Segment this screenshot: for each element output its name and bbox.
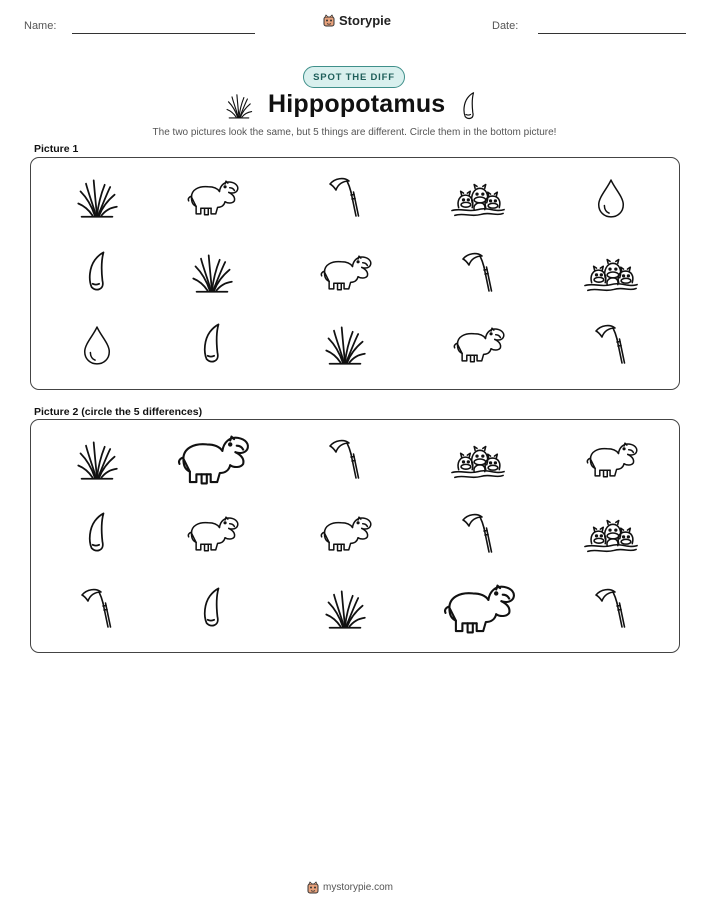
title-grass-icon [225, 92, 253, 118]
date-line[interactable] [538, 33, 686, 34]
water-drop-icon [594, 175, 628, 221]
sickle-icon[interactable] [591, 587, 631, 631]
hippo-family-icon[interactable] [582, 511, 640, 557]
storypie-logo-icon [323, 14, 335, 27]
hippo-icon[interactable] [583, 437, 639, 483]
instructions: The two pictures look the same, but 5 things are different. Circle them in the bottom picture! [152, 127, 557, 138]
tooth-icon[interactable] [199, 587, 225, 631]
page-title: Hippopotamus [268, 90, 446, 118]
sickle-icon [458, 251, 498, 295]
sickle-icon[interactable] [458, 512, 498, 556]
hippo-icon [184, 175, 240, 221]
water-drop-icon [80, 322, 114, 368]
date-label: Date: [492, 20, 519, 32]
picture-1-label: Picture 1 [34, 143, 79, 155]
picture-1-panel [30, 157, 680, 390]
hippo-icon [450, 322, 506, 368]
sickle-icon[interactable] [77, 587, 117, 631]
sickle-icon [591, 323, 631, 367]
name-label: Name: [24, 20, 57, 32]
picture-2-label: Picture 2 (circle the 5 differences) [34, 406, 203, 418]
footer [307, 881, 393, 894]
name-line[interactable] [72, 33, 255, 34]
hippo-family-icon[interactable] [449, 437, 507, 483]
hippo-icon-large[interactable] [439, 575, 517, 643]
tooth-icon[interactable] [84, 512, 110, 556]
spot-the-diff-badge: SPOT THE DIFF [303, 66, 405, 88]
hippo-family-icon [449, 175, 507, 221]
title-tooth-icon [460, 92, 478, 119]
picture-2-panel[interactable] [30, 419, 680, 653]
brand [323, 13, 391, 28]
hippo-icon [317, 250, 373, 296]
grass-icon[interactable] [75, 437, 119, 483]
brand-name: Storypie [339, 13, 392, 28]
grass-icon [323, 322, 367, 368]
tooth-icon [199, 323, 225, 367]
grass-icon [75, 175, 119, 221]
sickle-icon [325, 176, 365, 220]
grass-icon[interactable] [323, 586, 367, 632]
storypie-logo-icon [307, 881, 319, 894]
footer-url[interactable]: mystorypie.com [323, 882, 394, 893]
hippo-family-icon [582, 250, 640, 296]
hippo-icon[interactable] [317, 511, 373, 557]
hippo-icon-large[interactable] [173, 426, 251, 494]
hippo-icon[interactable] [184, 511, 240, 557]
grass-icon [190, 250, 234, 296]
sickle-icon[interactable] [325, 438, 365, 482]
tooth-icon [84, 251, 110, 295]
